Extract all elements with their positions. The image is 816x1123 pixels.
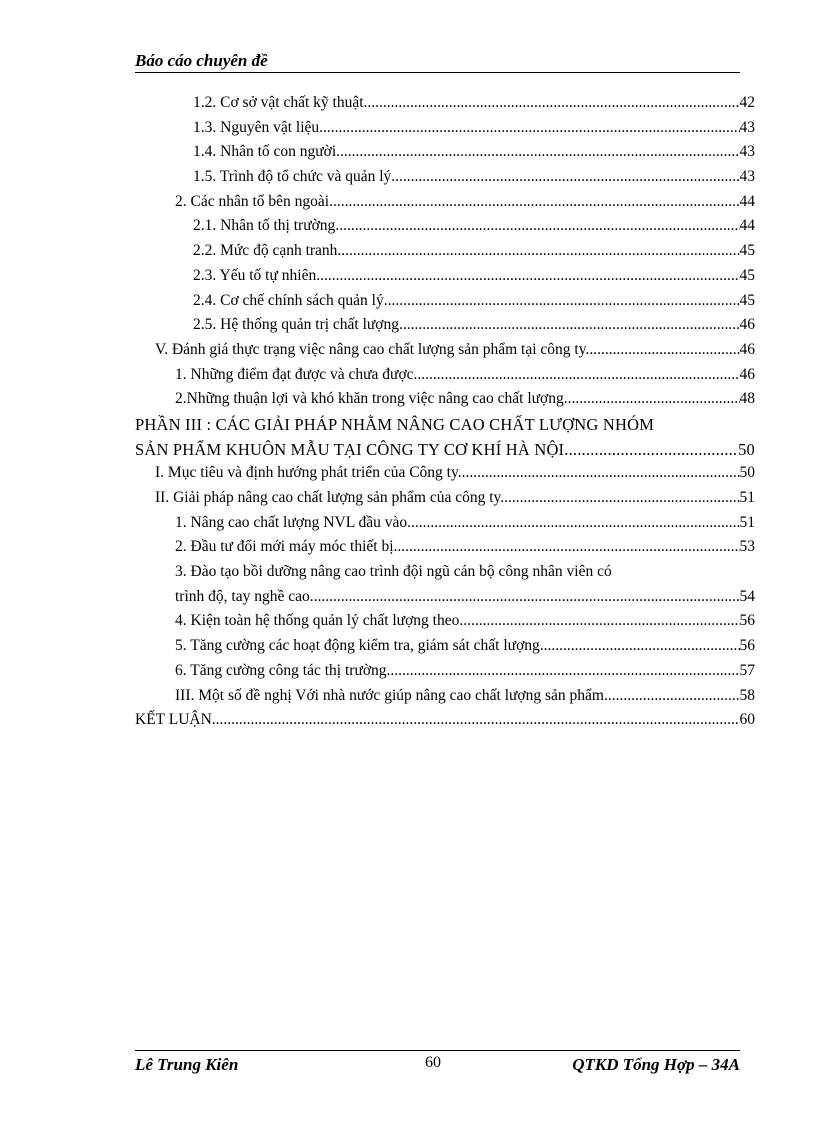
- toc-entry[interactable]: [135, 292, 755, 317]
- toc-entry-label: I. Mục tiêu và định hướng phát triển của Công ty.: [155, 464, 462, 482]
- toc-leader-dots: [459, 612, 739, 630]
- toc-entry-page: 44: [739, 192, 755, 210]
- toc-leader-dots: [397, 538, 739, 556]
- toc-leader-dots: [544, 637, 740, 655]
- toc-entry-label: 5. Tăng cường các hoạt động kiểm tra, giám sát chất lượng.: [175, 637, 544, 655]
- toc-leader-dots: [212, 711, 740, 729]
- footer-page-number: 60: [425, 1054, 441, 1071]
- toc-entry[interactable]: [135, 390, 755, 415]
- toc-entry-page: 44: [739, 217, 755, 235]
- toc-entry-page: 56: [739, 612, 755, 630]
- toc-entry-page: 43: [739, 168, 755, 186]
- toc-entry-label: V. Đánh giá thực trạng việc nâng cao chất lượng sản phẩm tại công ty.: [155, 340, 590, 358]
- toc-entry-label: trình độ, tay nghề cao.: [175, 587, 314, 605]
- toc-leader-dots: [411, 514, 740, 532]
- toc-entry-label: 2.2. Mức độ cạnh tranh: [193, 242, 338, 260]
- toc-entry-page: 45: [739, 291, 755, 309]
- toc-entry-label: 2. Đầu tư đổi mới máy móc thiết bị.: [175, 538, 398, 556]
- toc-entry[interactable]: [135, 612, 755, 637]
- toc-entry-page: 54: [739, 587, 755, 605]
- toc-entry-page: 60: [739, 711, 755, 729]
- toc-entry-label: 6. Tăng cường công tác thị trường.: [175, 661, 391, 679]
- toc-entry[interactable]: [135, 94, 755, 119]
- toc-entry-label: 1. Những điểm đạt được và chưa được.: [175, 365, 418, 383]
- toc-entry-page: 50: [739, 464, 755, 482]
- toc-leader-dots: [364, 94, 740, 112]
- header-title: Báo cáo chuyên đề: [135, 51, 268, 70]
- toc-leader-dots: [391, 168, 739, 186]
- toc-entry-page: 56: [739, 637, 755, 655]
- toc-entry-label: 2.5. Hệ thống quản trị chất lượng: [193, 316, 400, 334]
- toc-entry-label: 3. Đào tạo bồi dưỡng nâng cao trình đội ngũ cán bộ công nhân viên có: [175, 563, 612, 581]
- toc-entry[interactable]: [135, 366, 755, 391]
- toc-entry-label: 4. Kiện toàn hệ thống quản lý chất lượng theo: [175, 612, 460, 630]
- table-of-contents: [135, 94, 755, 736]
- toc-entry[interactable]: [135, 711, 755, 736]
- toc-entry-page: 51: [739, 489, 755, 506]
- toc-entry-page: 43: [739, 143, 755, 161]
- toc-leader-dots: [399, 316, 739, 334]
- toc-entry-page: 46: [739, 316, 755, 334]
- toc-entry-label: PHẦN III : CÁC GIẢI PHÁP NHẰM NÂNG CAO CHẤT LƯỢNG NHÓM: [135, 414, 655, 434]
- toc-leader-dots: [568, 390, 740, 408]
- toc-entry-label: II. Giải pháp nâng cao chất lượng sản phẩm của công ty.: [155, 489, 505, 506]
- toc-entry-page: 46: [739, 365, 755, 383]
- toc-leader-dots: [337, 242, 739, 260]
- toc-entry[interactable]: [135, 143, 755, 168]
- toc-entry-page: 46: [739, 340, 755, 358]
- toc-leader-dots: [314, 588, 740, 606]
- toc-entry-page: 45: [739, 266, 755, 284]
- toc-leader-dots: [569, 440, 739, 460]
- toc-leader-dots: [390, 662, 739, 680]
- toc-leader-dots: [336, 143, 739, 161]
- toc-entry-label: 1.5. Trình độ tổ chức và quản lý: [193, 168, 392, 186]
- toc-entry-page: 48: [739, 390, 755, 408]
- toc-entry[interactable]: [135, 637, 755, 662]
- toc-entry-page: 42: [739, 94, 755, 111]
- toc-entry-label: 2.3. Yếu tố tự nhiên: [193, 266, 317, 284]
- toc-entry-label: 2.1. Nhân tố thị trường: [193, 217, 336, 235]
- toc-leader-dots: [335, 217, 739, 235]
- toc-entry-label: III. Một số đề nghị Với nhà nước giúp nâng cao chất lượng sản phẩm.: [175, 686, 608, 704]
- toc-entry-label: 2.4. Cơ chế chính sách quản lý: [193, 291, 384, 309]
- toc-entry[interactable]: [135, 687, 755, 712]
- toc-entry[interactable]: [135, 489, 755, 514]
- toc-leader-dots: [316, 267, 739, 285]
- toc-entry-page: 45: [739, 242, 755, 260]
- toc-leader-dots: [417, 366, 739, 384]
- toc-entry-page: 58: [739, 686, 755, 704]
- toc-entry-label: 1. Nâng cao chất lượng NVL đầu vào.: [175, 513, 411, 531]
- toc-entry[interactable]: [135, 341, 755, 366]
- toc-entry-page: 57: [739, 661, 755, 679]
- toc-entry-page: 50: [738, 439, 755, 459]
- toc-entry-page: 43: [739, 118, 755, 136]
- toc-entry[interactable]: [135, 464, 755, 489]
- toc-leader-dots: [329, 193, 739, 211]
- toc-entry[interactable]: [135, 662, 755, 687]
- toc-entry-label: 2. Các nhân tố bên ngoài: [175, 192, 330, 210]
- footer-class-name: QTKD Tổng Hợp – 34A: [572, 1055, 740, 1074]
- toc-entry[interactable]: [135, 267, 755, 292]
- page-header: [135, 50, 740, 73]
- toc-entry[interactable]: [135, 242, 755, 267]
- toc-leader-dots: [384, 292, 740, 310]
- toc-entry-label: 1.3. Nguyên vật liệu: [193, 118, 320, 136]
- toc-entry[interactable]: [135, 316, 755, 341]
- toc-entry[interactable]: [135, 168, 755, 193]
- toc-entry-page: 53: [739, 538, 755, 556]
- toc-leader-dots: [608, 687, 740, 705]
- toc-entry-label: KẾT LUẬN: [135, 711, 212, 729]
- toc-leader-dots: [319, 119, 739, 137]
- toc-entry-label: 1.2. Cơ sở vật chất kỹ thuật: [193, 94, 364, 111]
- toc-entry-label: 1.4. Nhân tố con người: [193, 143, 337, 161]
- page-footer: [135, 1050, 740, 1081]
- toc-leader-dots: [462, 464, 740, 482]
- toc-entry-part3[interactable]: [135, 415, 755, 464]
- toc-entry[interactable]: [135, 514, 755, 539]
- toc-entry[interactable]: [135, 193, 755, 218]
- toc-entry[interactable]: [135, 217, 755, 242]
- toc-entry-label: 2.Những thuận lợi và khó khăn trong việc nâng cao chất lượng.: [175, 390, 568, 408]
- toc-leader-dots: [504, 489, 739, 507]
- toc-entry[interactable]: [135, 119, 755, 144]
- toc-entry-item3[interactable]: [135, 563, 755, 612]
- toc-entry-page: 51: [739, 513, 755, 531]
- toc-leader-dots: [589, 341, 739, 359]
- toc-entry[interactable]: [135, 538, 755, 563]
- toc-entry-label: SẢN PHẨM KHUÔN MẪU TẠI CÔNG TY CƠ KHÍ HÀ NỘI.: [135, 439, 569, 459]
- footer-author: Lê Trung Kiên: [135, 1055, 239, 1074]
